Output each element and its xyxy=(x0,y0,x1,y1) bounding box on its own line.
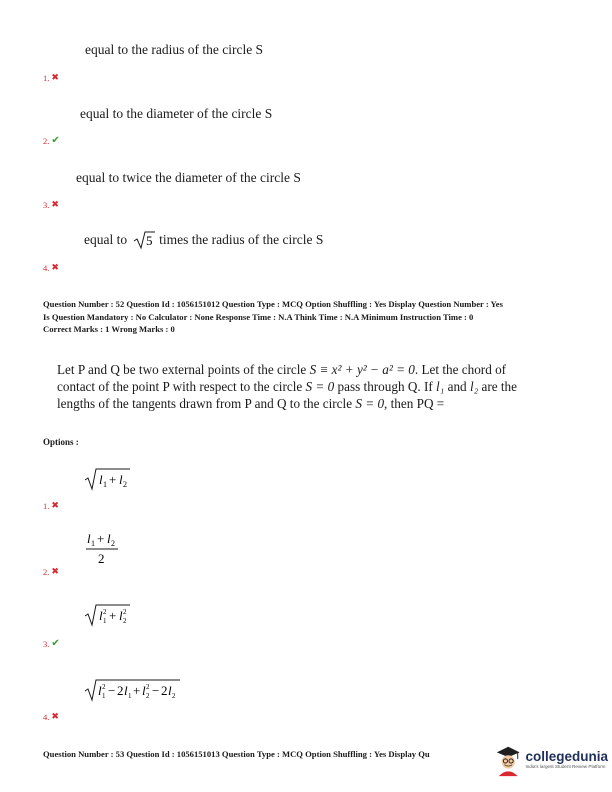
option-text-after: times the radius of the circle S xyxy=(159,232,324,247)
svg-text:l: l xyxy=(124,683,128,698)
meta-line-1: Question Number : 52 Question Id : 1056151012 Question Type : MCQ Option Shuffling : Yes Display Question Number : Yes xyxy=(43,299,503,309)
next-meta-line-1: Question Number : 53 Question Id : 1056151013 Question Type : MCQ Option Shuffling : Yes Display Qu xyxy=(43,749,430,759)
svg-text:2: 2 xyxy=(161,683,168,698)
svg-text:2: 2 xyxy=(103,608,107,616)
question-meta xyxy=(43,298,503,336)
svg-text:1: 1 xyxy=(91,539,95,548)
meta-line-3: Correct Marks : 1 Wrong Marks : 0 xyxy=(43,324,175,334)
l1-symbol: l₁ xyxy=(436,379,445,394)
svg-text:+: + xyxy=(109,608,117,623)
text-fragment: are the xyxy=(481,379,517,394)
option-2-marker xyxy=(43,562,59,580)
prev-option-4-marker xyxy=(43,258,59,276)
question-line-2 xyxy=(57,378,577,395)
svg-text:2: 2 xyxy=(117,683,124,698)
svg-text:1: 1 xyxy=(102,692,106,700)
option-number: 3. xyxy=(43,200,50,210)
option-number: 4. xyxy=(43,712,50,722)
option-text-before: equal to xyxy=(84,232,128,247)
question-text xyxy=(57,361,577,412)
option-4-marker xyxy=(43,707,59,725)
svg-text:2: 2 xyxy=(146,683,150,691)
option-3-expression xyxy=(84,602,134,628)
svg-text:l: l xyxy=(98,683,102,698)
option-4-expression xyxy=(84,677,184,703)
option-2-expression xyxy=(86,530,126,566)
text-fragment: and xyxy=(447,379,467,394)
svg-text:−: − xyxy=(152,683,160,698)
option-number: 3. xyxy=(43,639,50,649)
svg-text:l: l xyxy=(168,683,172,698)
sqrt5-radical xyxy=(133,230,155,250)
correct-check-icon: ✔ xyxy=(51,638,60,649)
svg-text:l: l xyxy=(87,531,91,546)
prev-option-1-text: equal to the radius of the circle S xyxy=(85,42,264,57)
text-fragment: pass through Q. If xyxy=(337,379,433,394)
text-fragment: . Let the chord of xyxy=(414,362,507,377)
svg-text:1: 1 xyxy=(103,480,107,489)
svg-text:l: l xyxy=(99,608,103,623)
text-fragment: lengths of the tangents drawn from P and Q to the circle xyxy=(57,396,353,411)
svg-text:1: 1 xyxy=(128,692,132,700)
text-fragment: Let P and Q be two external points of the circle xyxy=(57,362,307,377)
wrong-icon: ✖ xyxy=(51,72,59,82)
wrong-icon: ✖ xyxy=(51,262,59,272)
text-fragment: , then PQ = xyxy=(384,396,445,411)
circle-equation: S ≡ x² + y² − a² = 0 xyxy=(309,362,415,377)
svg-text:−: − xyxy=(108,683,116,698)
prev-option-3-marker xyxy=(43,195,59,213)
prev-option-2-marker xyxy=(43,131,60,149)
correct-check-icon: ✔ xyxy=(51,135,60,146)
svg-text:+: + xyxy=(133,683,141,698)
svg-text:l: l xyxy=(119,472,123,487)
svg-text:2: 2 xyxy=(123,608,127,616)
option-3-marker xyxy=(43,634,60,652)
option-1-expression xyxy=(84,466,134,492)
option-number: 4. xyxy=(43,263,50,273)
svg-text:l: l xyxy=(119,608,123,623)
s-equals-zero: S = 0 xyxy=(355,396,385,411)
logo-tagline: India's largest Student Review Platform xyxy=(525,764,606,769)
text-fragment: contact of the point P with respect to the circle xyxy=(57,379,303,394)
prev-option-4-text xyxy=(84,230,323,250)
option-number: 2. xyxy=(43,136,50,146)
svg-text:1: 1 xyxy=(103,617,107,625)
question-line-1 xyxy=(57,361,577,378)
svg-text:+: + xyxy=(109,472,117,487)
wrong-icon: ✖ xyxy=(51,199,59,209)
meta-line-2: Is Question Mandatory : No Calculator : None Response Time : N.A Think Time : N.A Minimum Instruction Time : 0 xyxy=(43,311,474,322)
options-label: Options : xyxy=(43,437,79,447)
svg-text:l: l xyxy=(142,683,146,698)
svg-text:2: 2 xyxy=(172,692,176,700)
svg-text:2: 2 xyxy=(102,683,106,691)
logo-text xyxy=(525,750,608,770)
question-line-3 xyxy=(57,395,577,412)
prev-option-3-text: equal to twice the diameter of the circle S xyxy=(76,170,301,185)
l2-symbol: l₂ xyxy=(469,379,479,394)
svg-text:2: 2 xyxy=(146,692,150,700)
svg-text:+: + xyxy=(97,531,105,546)
wrong-icon: ✖ xyxy=(51,566,59,576)
prev-option-2-text: equal to the diameter of the circle S xyxy=(80,106,273,121)
radicand: 5 xyxy=(146,233,153,248)
svg-text:l: l xyxy=(107,531,111,546)
svg-text:l: l xyxy=(99,472,103,487)
next-question-meta xyxy=(43,748,490,761)
s-equals-zero: S = 0 xyxy=(305,379,335,394)
svg-text:2: 2 xyxy=(98,551,105,566)
svg-text:2: 2 xyxy=(111,539,115,548)
option-number: 1. xyxy=(43,501,50,511)
option-number: 1. xyxy=(43,73,50,83)
wrong-icon: ✖ xyxy=(51,711,59,721)
logo-brand: collegedunia xyxy=(525,749,608,764)
svg-text:2: 2 xyxy=(123,480,127,489)
svg-text:2: 2 xyxy=(123,617,127,625)
graduate-mascot-icon xyxy=(494,743,522,777)
option-number: 2. xyxy=(43,567,50,577)
collegedunia-logo xyxy=(494,738,608,782)
prev-option-1-marker xyxy=(43,68,59,86)
wrong-icon: ✖ xyxy=(51,500,59,510)
option-1-marker xyxy=(43,496,59,514)
